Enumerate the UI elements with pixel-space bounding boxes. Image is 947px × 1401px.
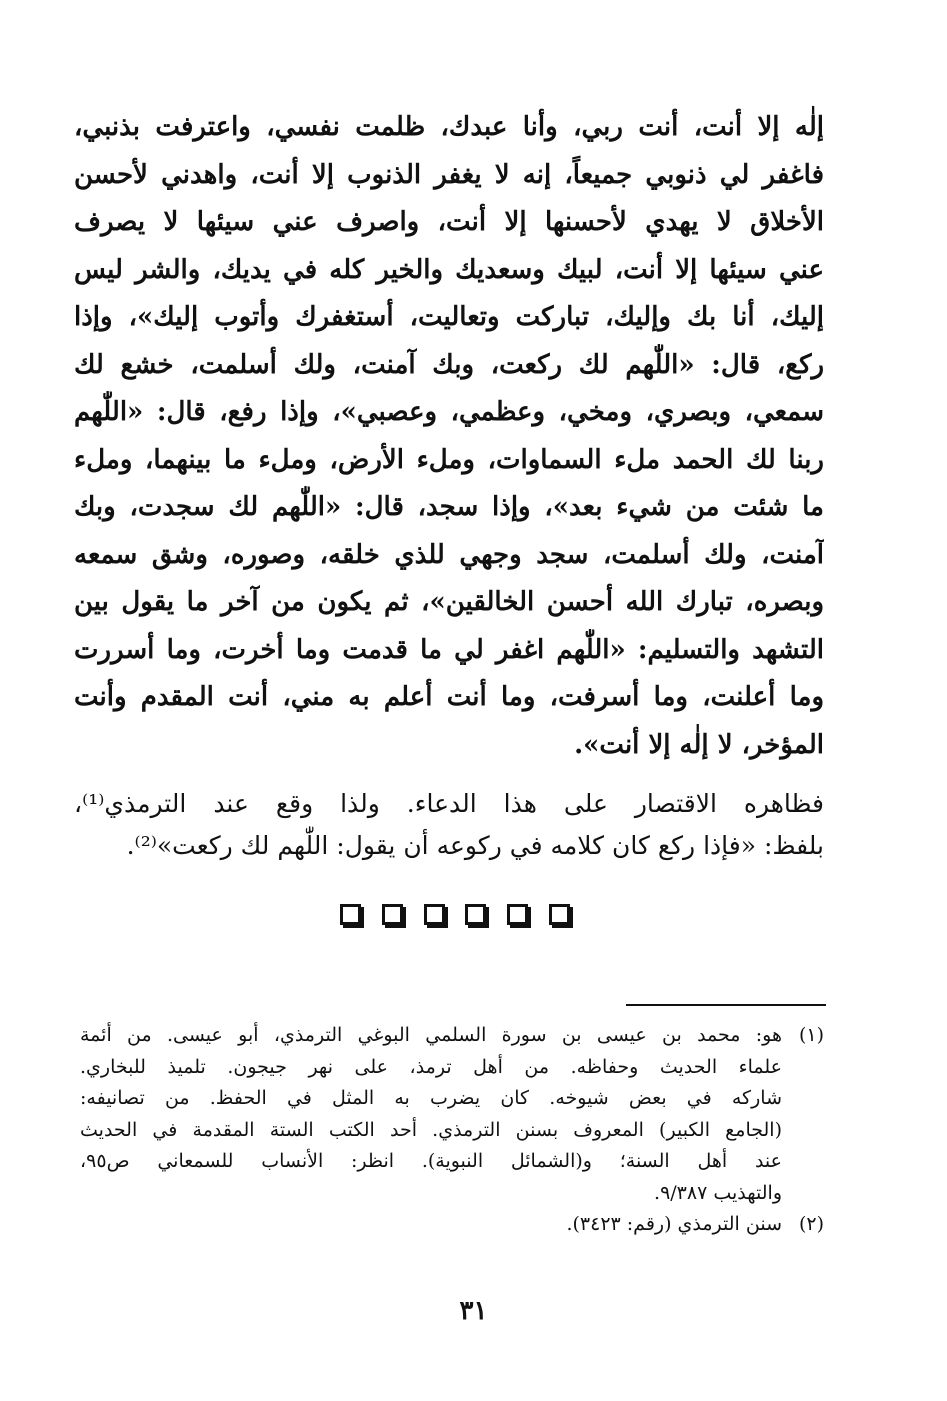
footnote-line [80, 1209, 824, 1241]
text-line: بلفظ: «فإذا ركع كان كلامه في ركوعه أن يقول: اللّٰهم لك ركعت»⁽²⁾. [126, 831, 824, 860]
section-divider-ornament [340, 904, 570, 925]
text-line: وما أعلنت، وما أسرفت، وما أنت أعلم به مني، أنت المقدم وأنت [74, 682, 824, 712]
text-line: فظاهره الاقتصار على هذا الدعاء. ولذا وقع عند الترمذي⁽¹⁾، [74, 789, 824, 818]
ornament-square-icon [340, 904, 361, 925]
main-text-block [74, 104, 824, 867]
text-line: ركع، قال: «اللّٰهم لك ركعت، وبك آمنت، ولك أسلمت، خشع لك [74, 349, 824, 380]
footnote-number: (٢) [798, 1213, 824, 1235]
text-line: التشهد والتسليم: «اللّٰهم اغفر لي ما قدمت وما أخرت، وما أسررت [74, 634, 824, 665]
text-line: فاغفر لي ذنوبي جميعاً، إنه لا يغفر الذنوب إلا أنت، واهدني لأحسن [74, 159, 824, 190]
footnote-line: علماء الحديث وحفاظه. من أهل ترمذ، على نهر جيجون. تلميذ للبخاري. [80, 1055, 782, 1078]
ornament-square-icon [465, 904, 486, 925]
text-line: وبصره، تبارك الله أحسن الخالقين»، ثم يكون من آخر ما يقول بين [74, 587, 824, 617]
text-line: المؤخر، لا إلٰه إلا أنت». [574, 729, 824, 760]
footnote-separator [626, 1004, 826, 1006]
footnote-2 [80, 1209, 824, 1241]
paragraph-1 [74, 104, 824, 769]
footnotes [80, 1020, 824, 1241]
text-line: آمنت، ولك أسلمت، سجد وجهي للذي خلقه، وصوره، وشق سمعه [74, 539, 824, 570]
page-number: ٣١ [459, 1296, 488, 1326]
footnote-line [80, 1020, 824, 1052]
ornament-square-icon [549, 904, 570, 925]
paragraph-2 [74, 783, 824, 867]
text-line: إلٰه إلا أنت، أنت ربي، وأنا عبدك، ظلمت نفسي، واعترفت بذنبي، [74, 112, 824, 142]
text-line: الأخلاق لا يهدي لأحسنها إلا أنت، واصرف عني سيئها لا يصرف [74, 207, 824, 237]
footnote-text: سنن الترمذي (رقم: ٣٤٢٣). [566, 1213, 782, 1235]
footnote-line: (الجامع الكبير) المعروف بسنن الترمذي. أحد الكتب الستة المقدمة في الحديث [80, 1118, 782, 1141]
ornament-square-icon [382, 904, 403, 925]
text-line: سمعي، وبصري، ومخي، وعظمي، وعصبي»، وإذا رفع، قال: «اللّٰهم [74, 397, 824, 427]
text-line: ما شئت من شيء بعد»، وإذا سجد، قال: «اللّٰهم لك سجدت، وبك [74, 492, 824, 522]
footnote-line: شاركه في بعض شيوخه. كان يضرب به المثل في الحفظ. من تصانيفه: [80, 1087, 782, 1109]
footnote-number: (١) [798, 1024, 824, 1046]
ornament-square-icon [424, 904, 445, 925]
footnote-text: هو: محمد بن عيسى بن سورة السلمي البوغي الترمذي، أبو عيسى. من أئمة [80, 1024, 782, 1046]
text-line: عني سيئها إلا أنت، لبيك وسعديك والخير كله في يديك، والشر ليس [74, 254, 824, 285]
footnote-line: عند أهل السنة؛ و(الشمائل النبوية). انظر: الأنساب للسمعاني ص٩٥، [80, 1150, 782, 1172]
text-line: ربنا لك الحمد ملء السماوات، وملء الأرض، وملء ما بينهما، وملء [74, 444, 824, 475]
footnote-line: والتهذيب ٩/٣٨٧. [654, 1181, 782, 1204]
footnote-1 [80, 1020, 824, 1209]
text-line: إليك، أنا بك وإليك، تباركت وتعاليت، أستغفرك وأتوب إليك»، وإذا [74, 302, 824, 332]
ornament-square-icon [507, 904, 528, 925]
